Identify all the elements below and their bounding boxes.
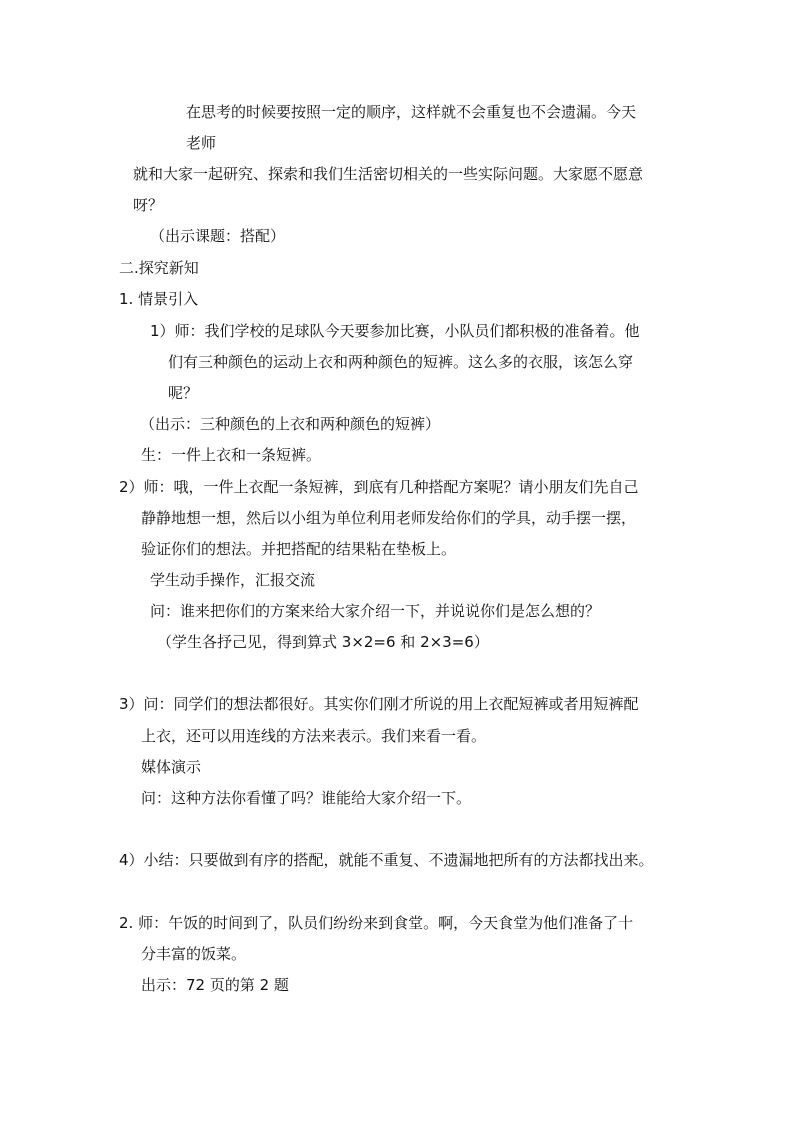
text-line: 1）师：我们学校的足球队今天要参加比赛，小队员们都积极的准备着。他 [150,322,640,340]
text-line: 验证你们的想法。并把搭配的结果粘在垫板上。 [141,540,457,558]
text-line: 2. 师：午饭的时间到了，队员们纷纷来到食堂。啊，今天食堂为他们准备了十 [119,914,634,932]
text-line: （出示：三种颜色的上衣和两种颜色的短裤） [140,415,441,433]
text-line: 出示：72 页的第 2 题 [141,976,289,994]
text-line: 4）小结：只要做到有序的搭配，就能不重复、不遗漏地把所有的方法都找出来。 [119,851,654,869]
text-line: 就和大家一起研究、探索和我们生活密切相关的一些实际问题。大家愿不愿意 [133,165,644,183]
text-line: 问：谁来把你们的方案来给大家介绍一下，并说说你们是怎么想的？ [150,602,601,620]
subsection-heading: 1. 情景引入 [119,290,199,308]
text-line: 学生动手操作，汇报交流 [150,571,316,589]
section-heading: 二.探究新知 [119,259,199,277]
text-line: 2）师：哦，一件上衣配一条短裤，到底有几种搭配方案呢？请小朋友们先自己 [119,478,639,496]
text-line: 静静地想一想，然后以小组为单位利用老师发给你们的学具，动手摆一摆， [141,509,637,527]
text-line: 们有三种颜色的运动上衣和两种颜色的短裤。这么多的衣服，该怎么穿 [168,353,634,371]
text-line: 媒体演示 [141,758,202,776]
text-line: 老师 [186,134,217,152]
text-line: 问：这种方法你看懂了吗？谁能给大家介绍一下。 [141,789,472,807]
text-line: 3）问：同学们的想法都很好。其实你们刚才所说的用上衣配短裤或者用短裤配 [119,695,639,713]
text-line: 上衣，还可以用连线的方法来表示。我们来看一看。 [141,727,487,745]
text-line: 生：一件上衣和一条短裤。 [141,446,322,464]
text-line: 呢？ [168,384,199,402]
text-line: 在思考的时候要按照一定的顺序，这样就不会重复也不会遗漏。今天 [186,103,637,121]
text-line: 分丰富的饭菜。 [141,945,247,963]
text-line: 呀？ [133,196,164,214]
text-line: （学生各抒己见，得到算式 3×2=6 和 2×3=6） [157,633,489,651]
text-line: （出示课题：搭配） [150,227,286,245]
